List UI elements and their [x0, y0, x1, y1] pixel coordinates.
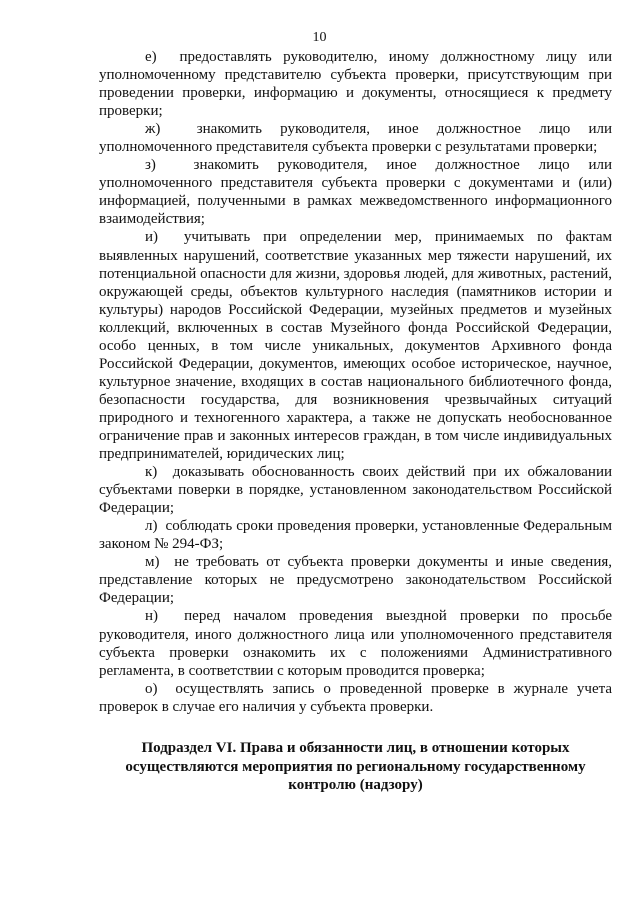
list-item: [99, 463, 612, 517]
item-text: знакомить руководителя, иное должностное лицо или уполномоченного представителя субъекта проверки с документами и (или) информацией, полученными в рамках межведомственного информационного взаимодействия;: [99, 157, 612, 228]
list-item: [99, 553, 612, 607]
list-item: [99, 607, 612, 679]
item-text: осуществлять запись о проведенной проверке в журнале учета проверок в случае его наличия у субъекта проверки.: [99, 680, 612, 715]
item-marker: м): [145, 554, 160, 571]
item-text: знакомить руководителя, иное должностное лицо или уполномоченного представителя субъекта проверки с результатами проверки;: [99, 121, 613, 156]
item-marker: е): [145, 49, 157, 65]
item-marker: к): [145, 464, 158, 481]
section-heading: Подраздел VI. Права и обязанности лиц, в отношении которых осуществляются мероприятия по региональному государственному контролю (надзору): [125, 740, 586, 793]
list-item: [99, 48, 612, 120]
item-marker: ж): [145, 121, 161, 138]
item-text: предоставлять руководителю, иному должностному лицу или уполномоченному представителю субъекта проверки, присутствующим при проведении проверки, информацию и документы, относящиеся к предмету проверки;: [99, 49, 613, 120]
obligations-list: [99, 48, 612, 716]
list-item: [99, 156, 612, 228]
list-item: [99, 680, 612, 716]
list-item: [99, 517, 612, 553]
list-item: [99, 228, 612, 463]
item-text: перед началом проведения выездной проверки по просьбе руководителя, иного должностного лица или уполномоченного представителя субъекта проверки ознакомить их с положениями Административного регламента, в соответствии с которым проводится проверка;: [99, 608, 612, 679]
list-item: [99, 120, 612, 156]
item-text: учитывать при определении мер, принимаемых по фактам выявленных нарушений, соответствие указанных мер тяжести нарушений, их потенциальной опасности для жизни, здоровья людей, для животных, растений, окружающей среды, объектов культурного наследия (памятников истории и культуры) народов Российской Федерации, музейных предметов и музейных коллекций, включенных в состав Музейного фонда Российской Федерации, особо ценных, в том числе уникальных, документов Архивного фонда Российской Федерации, документов, имеющих особое историческое, научное, культурное значение, входящих в состав национального библиотечного фонда, безопасности государства, для возникновения чрезвычайных ситуаций природного и техногенного характера, а также не допускать необоснованное ограничение прав и законных интересов граждан, в том числе индивидуальных предпринимателей, юридических лиц;: [99, 229, 612, 463]
item-marker: н): [145, 608, 159, 625]
item-text: соблюдать сроки проведения проверки, установленные Федеральным законом № 294-ФЗ;: [99, 518, 612, 553]
item-text: доказывать обоснованность своих действий при их обжаловании субъектами поверки в порядке, установленном законодательством Российской Федерации;: [99, 464, 613, 517]
page-number: 10: [312, 30, 327, 45]
item-marker: о): [145, 680, 158, 697]
item-marker: л): [145, 518, 158, 535]
item-text: не требовать от субъекта проверки документы и иные сведения, представление которых не предусмотрено законодательством Российской Федерации;: [99, 554, 613, 607]
item-marker: и): [145, 229, 159, 246]
item-marker: з): [145, 157, 156, 174]
